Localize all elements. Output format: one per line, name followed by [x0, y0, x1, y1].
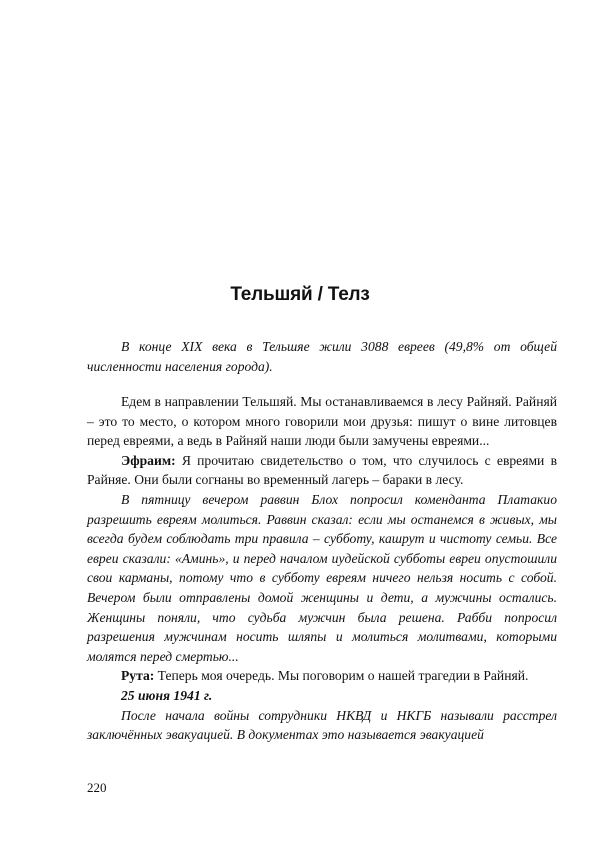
chapter-title: Тельшяй / Телз: [230, 284, 370, 305]
testimony-paragraph: В пятницу вечером раввин Блох попросил коменданта Платакио разрешить евреям молиться. Раввин сказал: если мы останемся в живых, мы всегда будем соблюдать три правила – субботу, кашрут и чистоту семьи. Все евреи сказали: «Аминь», и перед началом иудейской субботы евреи опустошили свои карманы, потому что в субботу евреям ничего нельзя носить с собой. Вечером были отправлены домой женщины и дети, а мужчины остались. Женщины поняли, что судьба мужчин была решена. Рабби попросил разрешения мужчинам носить шляпы и молиться молитвами, которыми молятся перед смертью...: [87, 491, 557, 664]
speaker-ruta: Рута:: [121, 668, 155, 684]
page-number: 220: [87, 780, 107, 795]
dated-entry-paragraph: После начала войны сотрудники НКВД и НКГБ называли расстрел заключённых эвакуацией. В документах это называется эвакуацией: [87, 707, 557, 743]
ruta-text: Теперь моя очередь. Мы поговорим о нашей трагедии в Райняй.: [154, 668, 529, 684]
ephraim-paragraph: [87, 451, 557, 490]
speaker-ephraim: Эфраим:: [121, 452, 176, 468]
ruta-paragraph: [87, 666, 557, 686]
narrative-paragraph: Едем в направлении Тельшяй. Мы останавливаемся в лесу Райняй. Райняй – это то место, о котором много говорили мои друзья: пишут о вине литовцев перед евреями, а ведь в Райняй наши люди были замучены евреями...: [87, 394, 557, 449]
date-heading: 25 июня 1941 г.: [121, 688, 213, 703]
intro-paragraph: В конце XIX века в Тельшяе жили 3088 евреев (49,8% от общей численности населения города).: [87, 339, 557, 374]
narrative-block: [87, 392, 557, 686]
ephraim-text: Я прочитаю свидетельство о том, что случилось с евреями в Райняе. Они были согнаны во временный лагерь – бараки в лесу.: [87, 452, 557, 488]
dated-entry-block: [87, 686, 557, 745]
intro-block: [87, 337, 557, 376]
